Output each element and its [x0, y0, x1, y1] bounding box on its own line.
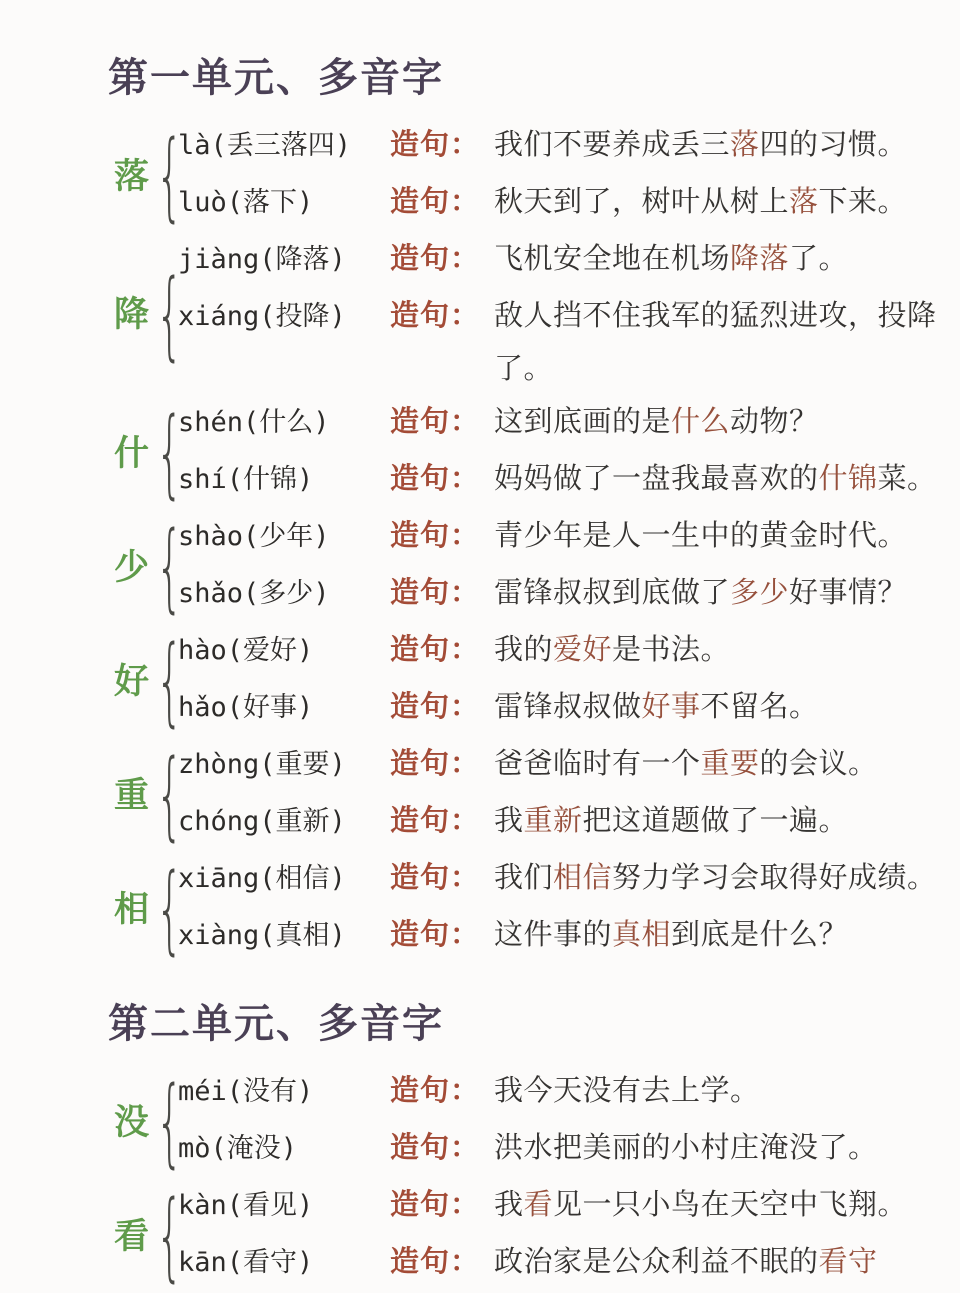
sentence-segment: 好事情？	[789, 577, 908, 610]
highlighted-word: 落	[789, 186, 819, 218]
zaoju-label: 造句：	[390, 1246, 481, 1279]
sentence-segment: 爸爸临时有一个	[494, 748, 701, 781]
sentence-segment: 四的习惯。	[759, 129, 908, 161]
sentence-segment: 妈妈做了一盘我最喜欢的	[494, 463, 819, 496]
zaoju-label: 造句：	[390, 577, 481, 610]
zaoju-label: 造句：	[390, 919, 481, 952]
entry-head	[114, 1180, 184, 1293]
entry-head	[114, 853, 184, 966]
pinyin-text: xiáng(投降)	[178, 301, 346, 332]
section-title: 第二单元、多音字	[108, 1001, 444, 1047]
example-sentence	[494, 290, 960, 396]
pinyin-text: méi(没有)	[178, 1076, 314, 1108]
sentence-segment: 的会议。	[759, 748, 878, 781]
highlighted-word: 降落	[730, 243, 790, 275]
reading-row	[178, 909, 960, 966]
sentence-segment: 我们	[494, 862, 554, 895]
sentence-segment: 是书法。	[612, 634, 731, 667]
sentence-segment: 菜。	[877, 463, 937, 496]
pinyin-text: zhòng(重要)	[178, 749, 346, 781]
zaoju-label: 造句：	[390, 463, 481, 496]
reading-rows	[178, 233, 960, 396]
reading-row	[178, 290, 960, 396]
pinyin-text: mò(淹没)	[178, 1133, 298, 1165]
brace-icon: {	[155, 511, 184, 624]
brace-icon: {	[155, 739, 184, 852]
pinyin-text: hǎo(好事)	[178, 692, 314, 724]
pinyin-text: hào(爱好)	[178, 635, 314, 667]
entry-head	[114, 258, 184, 371]
zaoju-label: 造句：	[390, 805, 481, 838]
reading-row	[178, 233, 960, 290]
pinyin-text: shǎo(多少)	[178, 578, 330, 610]
entry-head	[114, 397, 184, 510]
reading-row	[178, 852, 960, 909]
sentence-segment: 我	[494, 805, 524, 838]
highlighted-word: 什么	[671, 406, 731, 439]
sentence-segment: 我的	[494, 634, 554, 667]
pinyin-text: kàn(看见)	[178, 1190, 314, 1222]
zaoju-label: 造句：	[390, 1189, 481, 1222]
example-sentence	[494, 795, 960, 848]
pinyin-text: shào(少年)	[178, 521, 330, 553]
sentence-segment: 洪水把美丽的小村庄淹没了。	[494, 1132, 878, 1165]
entry-character: 少	[114, 547, 150, 587]
sentence-segment: 雷锋叔叔做	[494, 691, 642, 724]
entry-character: 看	[114, 1216, 150, 1256]
sentence-segment: 敌人挡不住我军的猛烈进攻，投降了。	[494, 300, 937, 386]
entry-character: 什	[114, 433, 150, 473]
sentence-segment: 政治家是公众利益不眠的	[494, 1246, 819, 1279]
sentence-segment: 我今天没有去上学。	[494, 1075, 760, 1108]
pinyin-text: shén(什么)	[178, 407, 330, 439]
entry-character: 好	[114, 661, 150, 701]
example-sentence	[494, 396, 960, 449]
highlighted-word: 看	[523, 1189, 554, 1222]
example-sentence	[494, 119, 960, 172]
polyphone-entry	[114, 852, 960, 966]
reading-row	[178, 453, 960, 510]
entry-head	[114, 511, 184, 624]
entry-head	[114, 739, 184, 852]
reading-row	[178, 624, 960, 681]
reading-row	[178, 738, 960, 795]
pinyin-text: jiàng(降落)	[178, 244, 346, 275]
reading-rows	[178, 396, 960, 510]
highlighted-word: 相信	[553, 862, 613, 895]
reading-rows	[178, 738, 960, 852]
polyphone-entry	[114, 510, 960, 624]
reading-rows	[178, 624, 960, 738]
brace-icon: {	[155, 120, 184, 232]
zaoju-label: 造句：	[390, 634, 481, 667]
zaoju-label: 造句：	[390, 862, 481, 895]
pinyin-text: xiàng(真相)	[178, 920, 346, 952]
polyphone-entry	[114, 738, 960, 852]
sentence-segment: 我们不要养成丢三	[494, 129, 731, 161]
highlighted-word: 看守	[818, 1246, 878, 1279]
polyphone-entry	[114, 1179, 960, 1293]
sentence-segment: 我	[494, 1189, 524, 1222]
zaoju-label: 造句：	[390, 243, 481, 275]
highlighted-word: 好事	[641, 691, 701, 724]
sentence-segment: 见一只小鸟在天空中飞翔。	[553, 1189, 908, 1222]
pinyin-text: kān(看守)	[178, 1247, 314, 1279]
pinyin-text: chóng(重新)	[178, 806, 346, 838]
example-sentence	[494, 852, 960, 905]
sentence-segment: 这到底画的是	[494, 406, 672, 439]
sentence-segment: 雷锋叔叔到底做了	[494, 577, 731, 610]
entry-character: 落	[114, 156, 150, 196]
reading-rows	[178, 119, 960, 233]
example-sentence	[494, 738, 960, 791]
zaoju-label: 造句：	[390, 1132, 481, 1165]
zaoju-label: 造句：	[390, 186, 481, 218]
polyphone-entry	[114, 396, 960, 510]
polyphone-entry	[114, 233, 960, 396]
sentence-segment: 不留名。	[700, 691, 819, 724]
polyphone-entry	[114, 119, 960, 233]
example-sentence	[494, 1236, 960, 1289]
entry-head	[114, 625, 184, 738]
highlighted-word: 什锦	[818, 463, 878, 496]
brace-icon: {	[155, 1066, 184, 1179]
zaoju-label: 造句：	[390, 520, 481, 553]
brace-icon: {	[155, 397, 184, 510]
reading-rows	[178, 1179, 960, 1293]
zaoju-label: 造句：	[390, 748, 481, 781]
brace-icon: {	[155, 1180, 184, 1293]
zaoju-label: 造句：	[390, 406, 481, 439]
example-sentence	[494, 176, 960, 229]
pinyin-text: xiāng(相信)	[178, 863, 346, 895]
entry-head	[114, 1066, 184, 1179]
zaoju-label: 造句：	[390, 691, 481, 724]
highlighted-word: 真相	[612, 919, 672, 952]
reading-row	[178, 567, 960, 624]
entry-head	[114, 120, 184, 232]
example-sentence	[494, 1179, 960, 1232]
reading-row	[178, 1179, 960, 1236]
example-sentence	[494, 1065, 960, 1118]
entry-character: 重	[114, 775, 150, 815]
reading-rows	[178, 510, 960, 624]
polyphone-entry	[114, 1065, 960, 1179]
sentence-segment: 下来。	[818, 186, 908, 218]
sentence-segment: 青少年是人一生中的黄金时代。	[494, 520, 908, 553]
reading-rows	[178, 852, 960, 966]
sentence-segment: 把这道题做了一遍。	[582, 805, 849, 838]
sentence-segment: 动物？	[730, 406, 819, 439]
example-sentence	[494, 510, 960, 563]
example-sentence	[494, 567, 960, 620]
reading-rows	[178, 1065, 960, 1179]
reading-row	[178, 119, 960, 176]
reading-row	[178, 176, 960, 233]
pinyin-text: shí(什锦)	[178, 464, 314, 496]
entry-character: 降	[114, 295, 150, 335]
example-sentence	[494, 453, 960, 506]
highlighted-word: 重要	[700, 748, 760, 781]
reading-row	[178, 396, 960, 453]
highlighted-word: 落	[730, 129, 760, 161]
sentence-segment: 了。	[789, 243, 849, 275]
zaoju-label: 造句：	[390, 1075, 481, 1108]
entry-character: 没	[114, 1102, 150, 1142]
example-sentence	[494, 681, 960, 734]
pinyin-text: là(丢三落四)	[178, 130, 352, 161]
highlighted-word: 多少	[730, 577, 790, 610]
example-sentence	[494, 233, 960, 286]
reading-row	[178, 681, 960, 738]
sentence-segment: 到底是什么？	[671, 919, 849, 952]
highlighted-word: 爱好	[553, 634, 613, 667]
brace-icon: {	[155, 625, 184, 738]
reading-row	[178, 1236, 960, 1293]
sentence-segment: 这件事的	[494, 919, 613, 952]
entry-character: 相	[114, 889, 150, 929]
section-title: 第一单元、多音字	[108, 55, 444, 100]
zaoju-label: 造句：	[390, 129, 481, 161]
reading-row	[178, 795, 960, 852]
reading-row	[178, 1065, 960, 1122]
sentence-segment: 秋天到了，树叶从树上	[494, 186, 790, 218]
reading-row	[178, 510, 960, 567]
sentence-segment: 飞机安全地在机场	[494, 243, 731, 275]
sentence-segment: 努力学习会取得好成绩。	[612, 862, 937, 895]
polyphone-entry	[114, 624, 960, 738]
example-sentence	[494, 1122, 960, 1175]
highlighted-word: 重新	[523, 805, 583, 838]
reading-row	[178, 1122, 960, 1179]
pinyin-text: luò(落下)	[178, 187, 314, 218]
zaoju-label: 造句：	[390, 300, 481, 332]
example-sentence	[494, 909, 960, 962]
brace-icon: {	[155, 258, 184, 371]
example-sentence	[494, 624, 960, 677]
brace-icon: {	[155, 853, 184, 966]
